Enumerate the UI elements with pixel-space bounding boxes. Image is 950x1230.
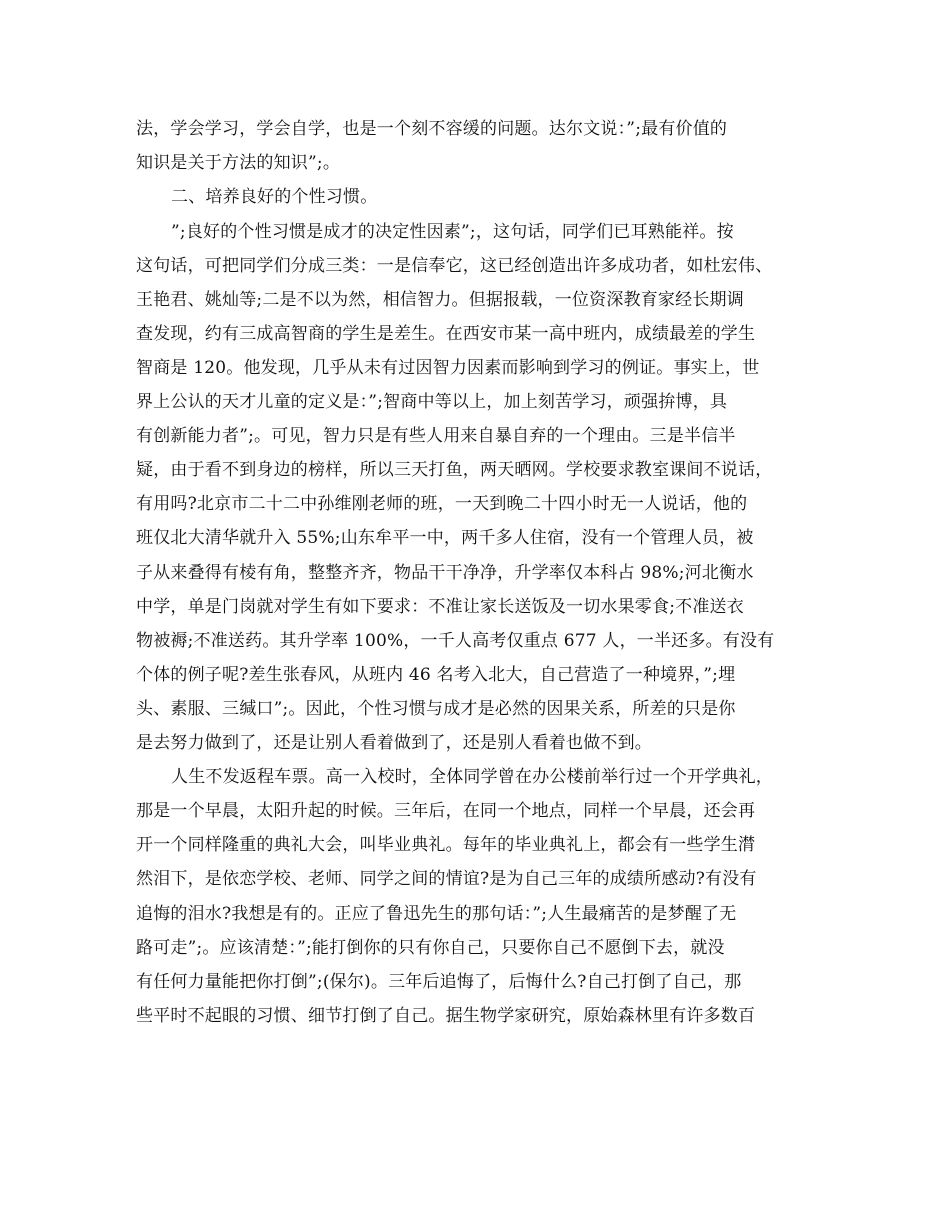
section-heading: 二、培养良好的个性习惯。	[171, 187, 378, 207]
text-line: 这句话，可把同学们分成三类：一是信奉它，这已经创造出许多成功者，如杜宏伟、	[136, 256, 773, 276]
text-line: 追悔的泪水?我想是有的。正应了鲁迅先生的那句话：”;人生最痛苦的是梦醒了无	[136, 904, 737, 924]
text-line: 子从来叠得有棱有角，整整齐齐，物品干干净净，升学率仅本科占 98%;河北衡水	[136, 563, 754, 583]
text-line: 些平时不起眼的习惯、细节打倒了自己。据生物学家研究，原始森林里有许多数百	[136, 1006, 756, 1026]
text-line: 查发现，约有三成高智商的学生是差生。在西安市某一高中班内，成绩最差的学生	[136, 324, 756, 344]
text-line: 知识是关于方法的知识”;。	[136, 153, 341, 173]
text-line: 班仅北大清华就升入 55%;山东牟平一中，两千多人住宿，没有一个管理人员，被	[136, 528, 754, 548]
text-line: 界上公认的天才儿童的定义是：”;智商中等以上，加上刻苦学习，顽强拚博，具	[136, 392, 728, 412]
text-line: 路可走”;。应该清楚：”;能打倒你的只有你自己，只要你自己不愿倒下去，就没	[136, 938, 725, 958]
text-line: 疑，由于看不到身边的榜样，所以三天打鱼，两天晒网。学校要求教室课间不说话，	[136, 460, 773, 480]
text-line: 那是一个早晨，太阳升起的时候。三年后，在同一个地点，同样一个早晨，还会再	[136, 801, 756, 821]
text-line: 人生不发返程车票。高一入校时，全体同学曾在办公楼前举行过一个开学典礼，	[171, 767, 773, 787]
text-line: 王艳君、姚灿等;二是不以为然，相信智力。但据报载，一位资深教育家经长期调	[136, 290, 744, 310]
text-line: 有任何力量能把你打倒”;(保尔)。三年后追悔了，后悔什么?自己打倒了自己，那	[136, 972, 742, 992]
text-line: 中学，单是门岗就对学生有如下要求：不准让家长送饭及一切水果零食;不准送衣	[136, 597, 744, 617]
text-line: 有用吗?北京市二十二中孙维刚老师的班，一天到晚二十四小时无一人说话，他的	[136, 494, 748, 514]
text-line: 有创新能力者”;。可见，智力只是有些人用来自暴自弃的一个理由。三是半信半	[136, 426, 736, 446]
text-line: 物被褥;不准送药。其升学率 100%，一千人高考仅重点 677 人，一半还多。有没有	[136, 631, 775, 651]
text-line: 头、素服、三缄口”;。因此，个性习惯与成才是必然的因果关系，所差的只是你	[136, 699, 736, 719]
text-line: 法，学会学习，学会自学，也是一个刻不容缓的问题。达尔文说：”;最有价值的	[136, 119, 728, 139]
text-line: 然泪下，是依恋学校、老师、同学之间的情谊?是为自己三年的成绩所感动?有没有	[136, 869, 757, 889]
text-line: 是去努力做到了，还是让别人看着做到了，还是别人看着也做不到。	[136, 733, 652, 753]
text-line: 个体的例子呢?差生张春风，从班内 46 名考入北大，自己营造了一种境界，”;埋	[136, 665, 736, 685]
text-line: 智商是 120。他发现，几乎从未有过因智力因素而影响到学习的例证。事实上，世	[136, 358, 760, 378]
text-line: ”;良好的个性习惯是成才的决定性因素”;，这句话，同学们已耳熟能祥。按	[171, 222, 734, 242]
text-line: 开一个同样隆重的典礼大会，叫毕业典礼。每年的毕业典礼上，都会有一些学生潸	[136, 835, 756, 855]
